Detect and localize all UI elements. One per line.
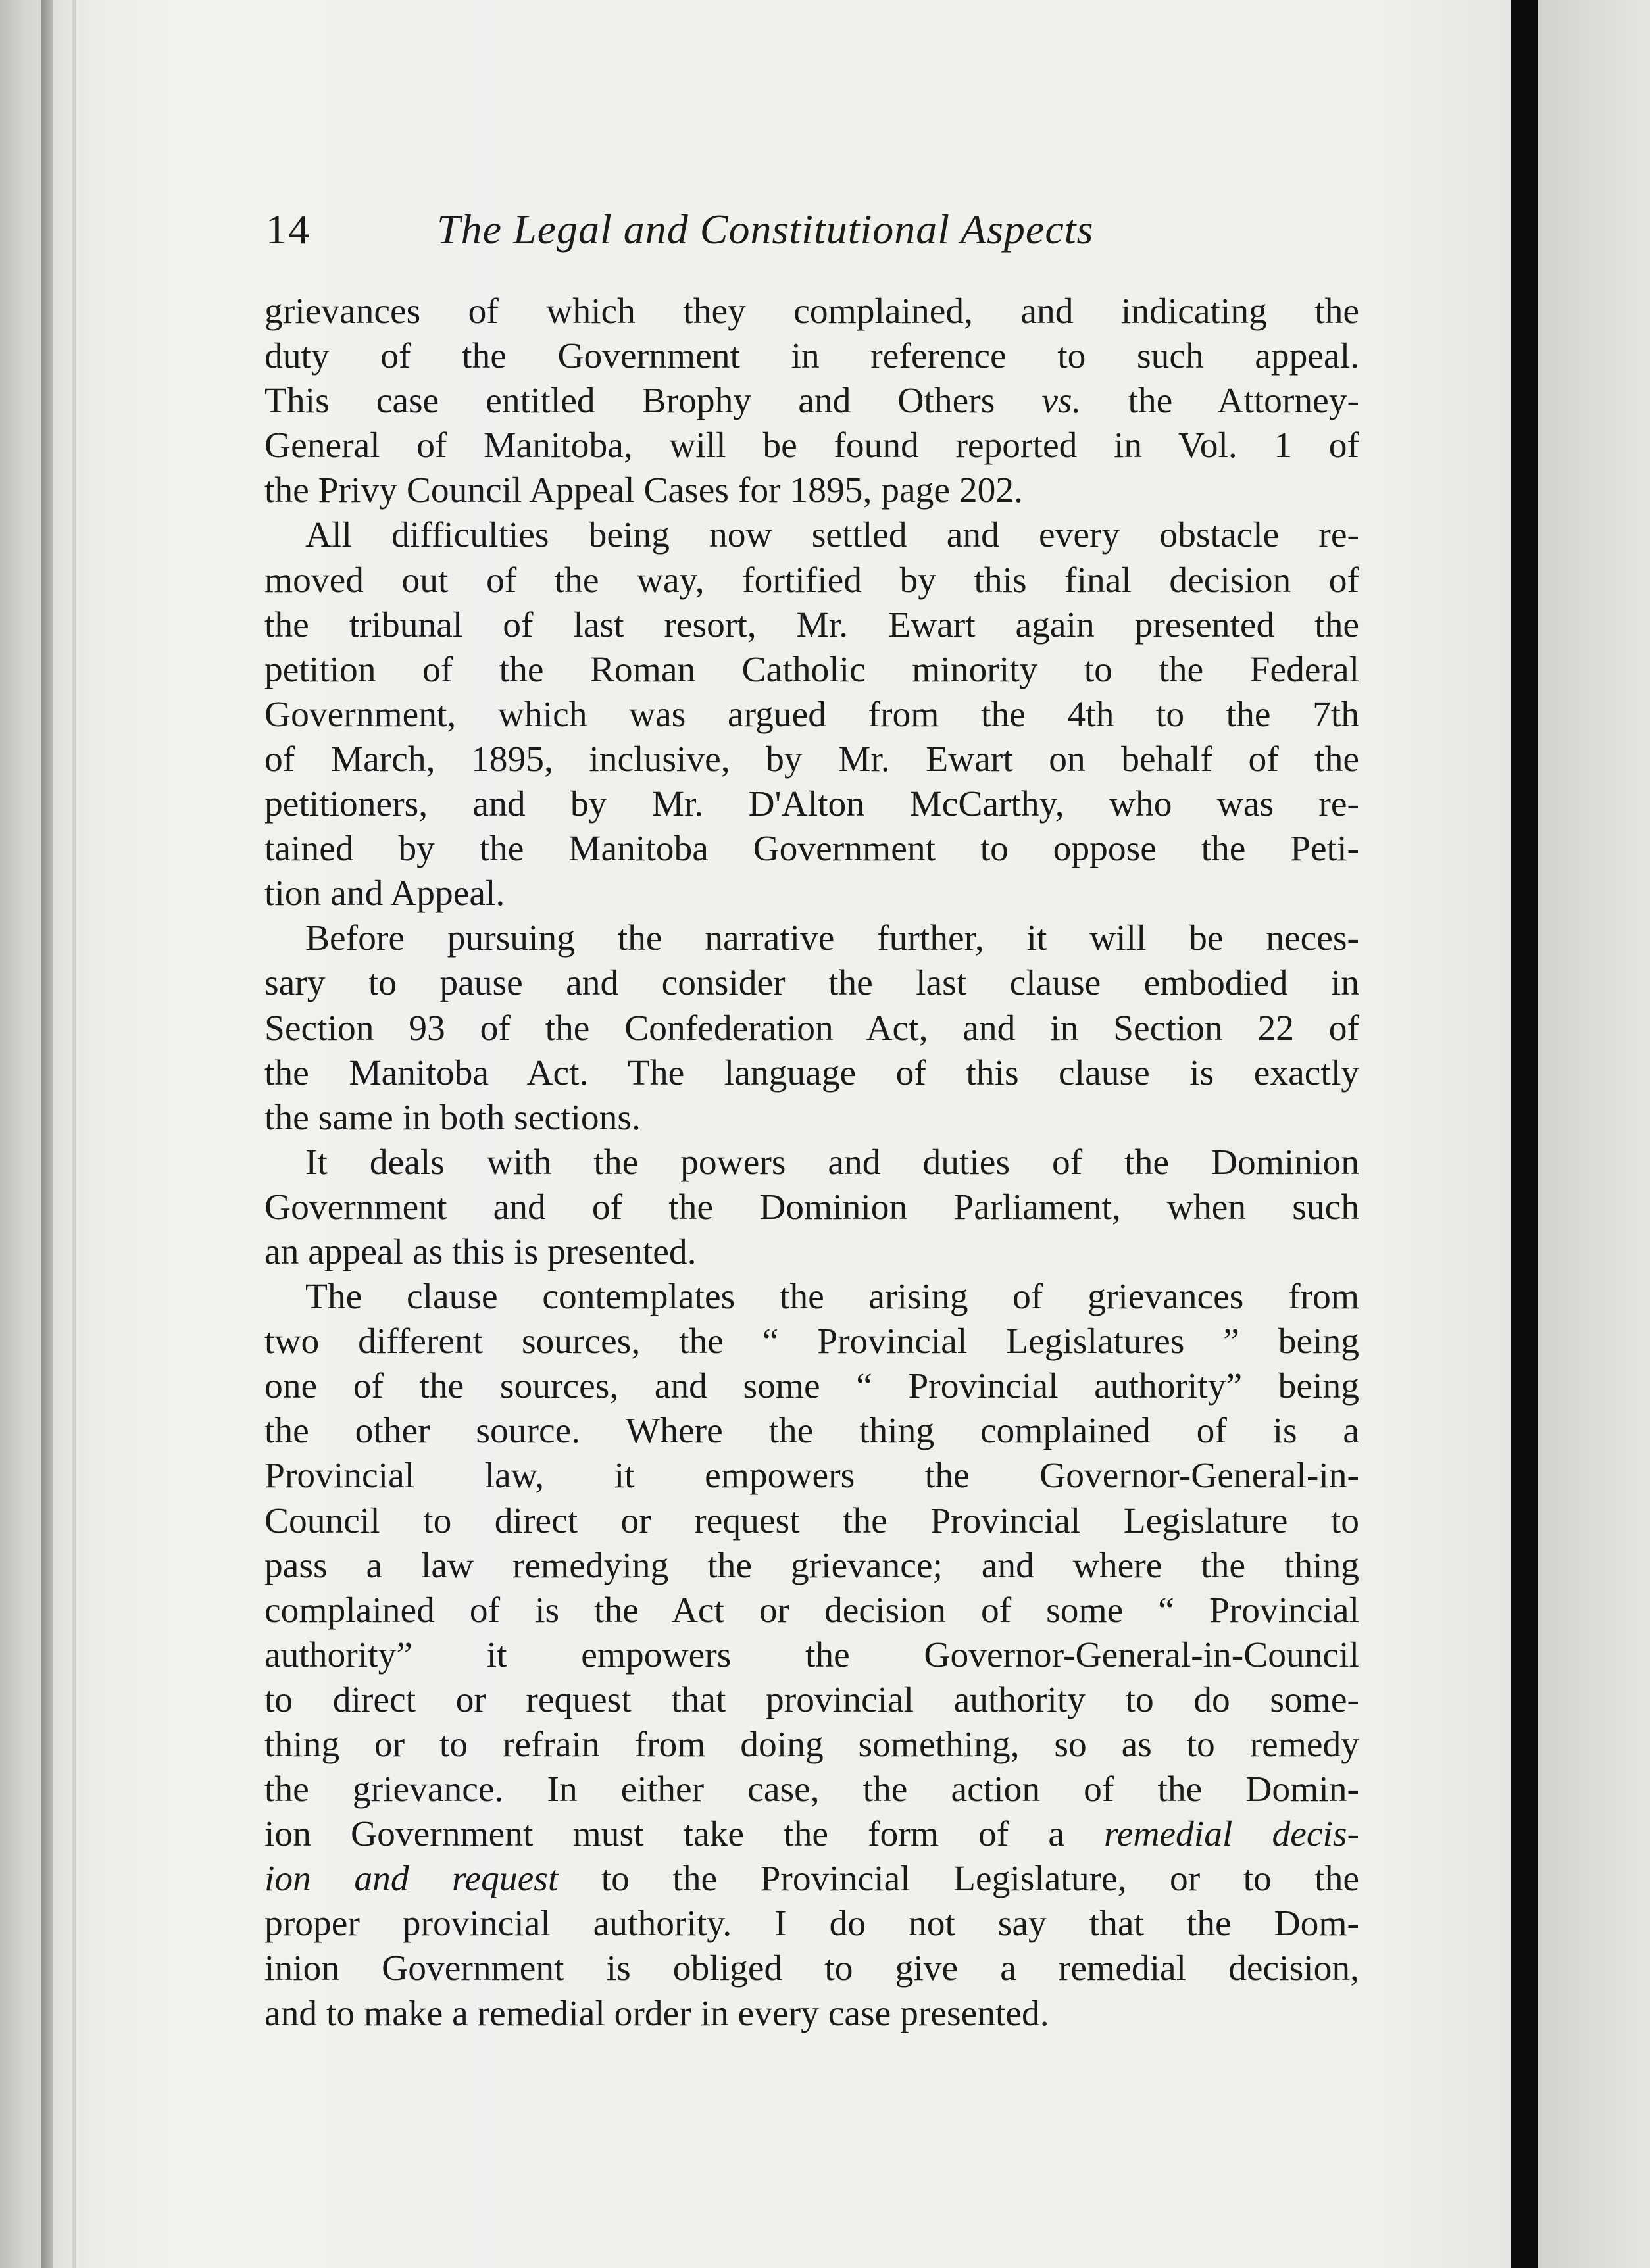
text-line: thing or to refrain from doing something, so as to remedy [264, 1725, 1359, 1765]
text-line: an appeal as this is presented. [264, 1231, 697, 1272]
text-line: grievances of which they complained, and indicating the [264, 291, 1359, 332]
paragraph [264, 1141, 1359, 1275]
binding-edge [41, 0, 53, 2268]
italic-text: remedial decis- [1104, 1814, 1359, 1855]
running-title: The Legal and Constitutional Aspects [437, 206, 1094, 253]
paragraph [264, 916, 1359, 1140]
text-line: General of Manitoba, will be found reported in Vol. 1 of [264, 426, 1359, 466]
text-line: ion Government must take the form of a remedial decis- [264, 1814, 1359, 1855]
text-line: two different sources, the “ Provincial Legislatures ” being [264, 1321, 1359, 1362]
paragraph [264, 289, 1359, 513]
page-number: 14 [266, 206, 311, 253]
text-line: authority” it empowers the Governor-General-in-Council [264, 1635, 1359, 1675]
text-line: Provincial law, it empowers the Governor-General-in- [264, 1456, 1359, 1496]
text-line: one of the sources, and some “ Provincial authority” being [264, 1366, 1359, 1407]
text-line: tained by the Manitoba Government to oppose the Peti- [264, 829, 1359, 870]
text-line: ion and request to the Provincial Legislature, or to the [264, 1859, 1359, 1900]
paragraph [264, 1275, 1359, 2036]
text-line: It deals with the powers and duties of the Dominion [305, 1142, 1359, 1183]
text-line: to direct or request that provincial authority to do some- [264, 1679, 1359, 1720]
text-line: the same in both sections. [264, 1097, 641, 1138]
text-line: of March, 1895, inclusive, by Mr. Ewart on behalf of the [264, 739, 1359, 779]
text-line: the other source. Where the thing complained of is a [264, 1411, 1359, 1452]
italic-text: vs. [1041, 381, 1082, 422]
text-line: All difficulties being now settled and every obstacle re- [305, 515, 1359, 556]
text-line: the Privy Council Appeal Cases for 1895, page 202. [264, 470, 1023, 511]
text-line: The clause contemplates the arising of grievances from [305, 1277, 1359, 1318]
text-line: Council to direct or request the Provincial Legislature to [264, 1500, 1359, 1541]
text-line: the grievance. In either case, the action of the Domin- [264, 1769, 1359, 1810]
text-line: the tribunal of last resort, Mr. Ewart again presented the [264, 604, 1359, 645]
text-line: petition of the Roman Catholic minority to the Federal [264, 649, 1359, 690]
page-gutter-shadow [1511, 0, 1538, 2268]
text-line: inion Government is obliged to give a remedial decision, [264, 1948, 1359, 1989]
adjacent-page-edge [1538, 0, 1650, 2268]
running-header [266, 205, 1200, 264]
text-line: This case entitled Brophy and Others vs. the Attorney- [264, 381, 1359, 422]
text-line: pass a law remedying the grievance; and where the thing [264, 1545, 1359, 1586]
text-line: the Manitoba Act. The language of this clause is exactly [264, 1052, 1359, 1093]
italic-text: ion and request [264, 1859, 559, 1900]
body-text [264, 289, 1359, 2036]
text-line: complained of is the Act or decision of some “ Provincial [264, 1590, 1359, 1631]
text-line: Before pursuing the narrative further, it will be neces- [305, 918, 1359, 959]
text-line: Government and of the Dominion Parliament, when such [264, 1187, 1359, 1227]
text-line: sary to pause and consider the last clause embodied in [264, 963, 1359, 1004]
binding-edge-inner [72, 0, 76, 2268]
text-line: duty of the Government in reference to such appeal. [264, 336, 1359, 377]
text-line: moved out of the way, fortified by this final decision of [264, 560, 1359, 601]
text-line: Section 93 of the Confederation Act, and in Section 22 of [264, 1008, 1359, 1048]
text-line: Government, which was argued from the 4th to the 7th [264, 694, 1359, 735]
text-line: petitioners, and by Mr. D'Alton McCarthy, who was re- [264, 784, 1359, 825]
paragraph [264, 513, 1359, 916]
text-line: proper provincial authority. I do not say that the Dom- [264, 1904, 1359, 1944]
text-line: and to make a remedial order in every case presented. [264, 1993, 1049, 2034]
text-line: tion and Appeal. [264, 874, 505, 914]
